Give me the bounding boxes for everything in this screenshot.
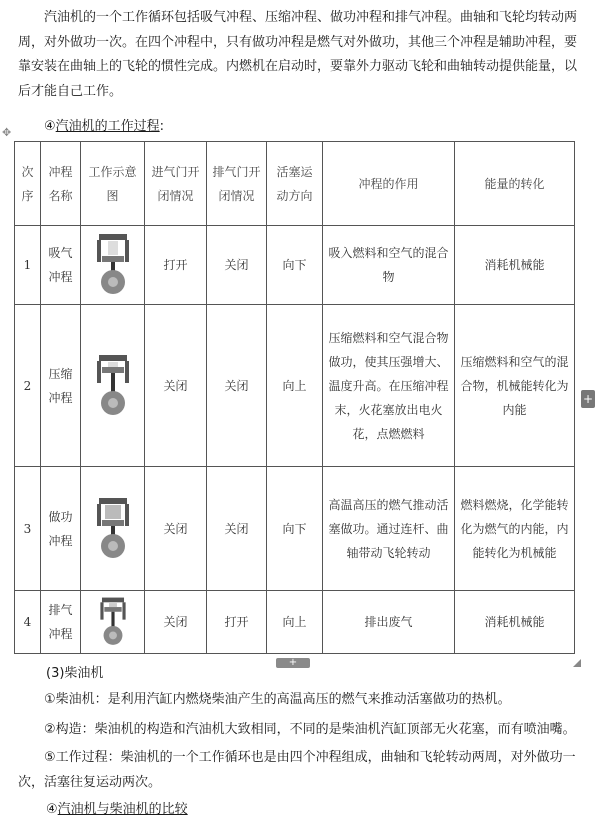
intake-stroke-diagram [93, 232, 133, 298]
intro-paragraph: 汽油机的一个工作循环包括吸气冲程、压缩冲程、做功冲程和排气冲程。曲轴和飞轮均转动两周，对外做功一次。在四个冲程中，只有做功冲程是燃气对外做功，其他三个冲程是辅助冲程，要靠安装在曲轴上的飞轮的惯性完成。内燃机在启动时，要靠外力驱动飞轮和曲轴转动提供能量，以后才能自己工作。 [18, 10, 578, 99]
exhaust-stroke-diagram [93, 596, 133, 648]
move-icon[interactable]: ✥ [2, 126, 12, 139]
header-cell: 能量的转化 [455, 142, 575, 226]
header-cell: 冲程名称 [41, 142, 81, 226]
table-row: 4 排气冲程 关闭 打开 向上 排出废气 消耗机械能 [15, 591, 575, 654]
header-cell: 工作示意图 [81, 142, 145, 226]
diesel-heading: (3)柴油机 [46, 666, 104, 681]
table-resize-handle[interactable] [573, 659, 581, 667]
compression-stroke-diagram [93, 353, 133, 419]
table-row: 1 吸气冲程 打开 关闭 向下 吸入燃料和空气的混合物 消耗机械能 [15, 226, 575, 305]
header-cell: 冲程的作用 [323, 142, 455, 226]
add-row-button[interactable]: + [276, 658, 310, 668]
header-cell: 次序 [15, 142, 41, 226]
gasoline-engine-table [14, 141, 575, 654]
header-cell: 活塞运动方向 [267, 142, 323, 226]
header-cell: 进气门开闭情况 [145, 142, 207, 226]
compare-heading: ④汽油机与柴油机的比较 [46, 802, 188, 817]
process-heading: ④汽油机的工作过程: [44, 119, 165, 134]
table-row: 2 压缩冲程 关闭 关闭 向上 压缩燃料和空气混合物做功，使其压强增大、温度升高。在压缩冲程末，火花塞放出电火花，点燃燃料 压缩燃料和空气的混合物，机械能转化为内能 [15, 305, 575, 467]
power-stroke-diagram [93, 496, 133, 562]
diesel-process: ⑤工作过程：柴油机的一个工作循环也是由四个冲程组成，曲轴和飞轮转动两周，对外做功一次，活塞往复运动两次。 [18, 750, 576, 790]
table-row: 3 做功冲程 关闭 关闭 向下 高温高压的燃气推动活塞做功。通过连杆、曲轴带动飞轮转动 燃料燃烧，化学能转化为燃气的内能，内能转化为机械能 [15, 467, 575, 591]
header-cell: 排气门开闭情况 [207, 142, 267, 226]
diesel-definition: ①柴油机：是利用汽缸内燃烧柴油产生的高温高压的燃气来推动活塞做功的热机。 [44, 692, 511, 707]
diesel-structure: ②构造：柴油机的构造和汽油机大致相同，不同的是柴油机汽缸顶部无火花塞，而有喷油嘴。 [44, 722, 576, 737]
expand-right-button[interactable]: + [582, 392, 594, 406]
